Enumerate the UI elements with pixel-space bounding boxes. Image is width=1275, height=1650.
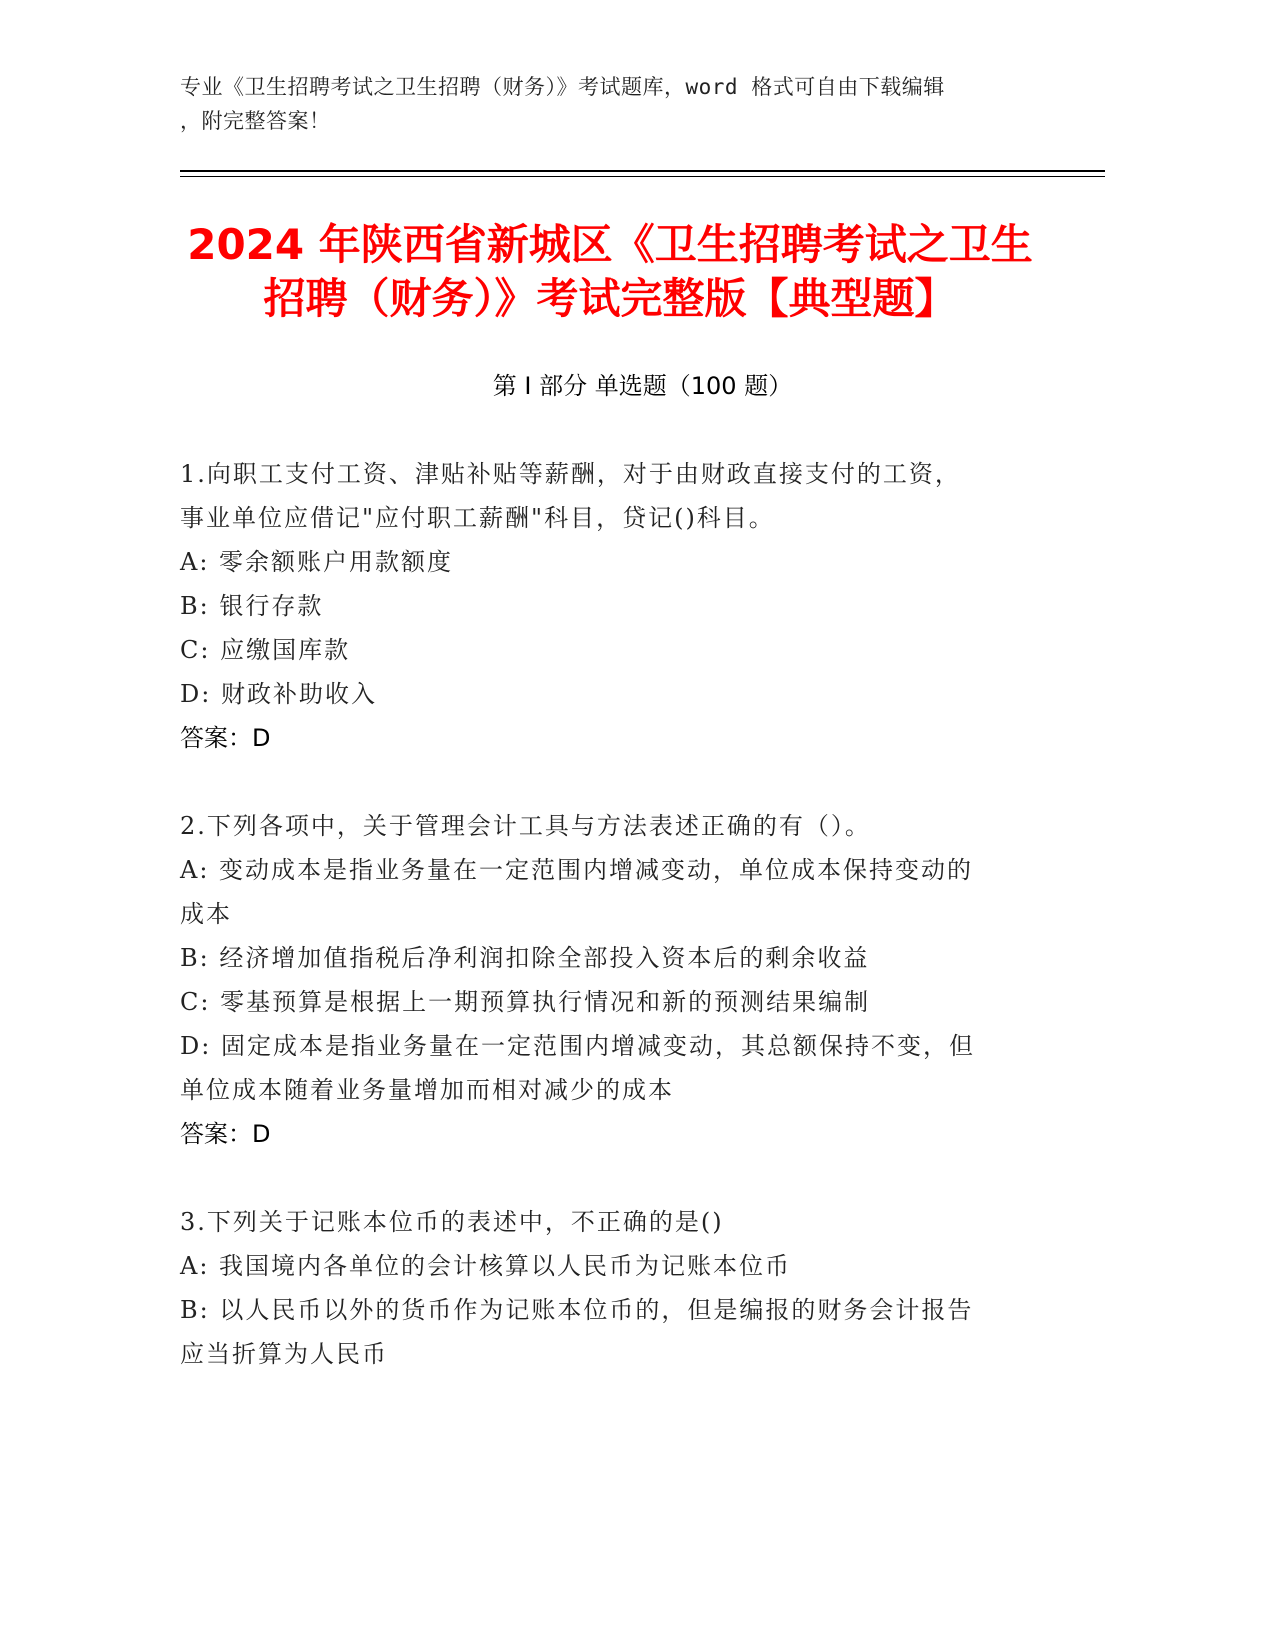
option-c: C: 应缴国库款 (180, 636, 351, 664)
header-note-line: ，附完整答案！ (180, 109, 331, 133)
question-list (180, 452, 1040, 1420)
option-a: A: 我国境内各单位的会计核算以人民币为记账本位币 (180, 1252, 792, 1280)
document-title (170, 218, 1050, 326)
option-d-cont: 单位成本随着业务量增加而相对减少的成本 (180, 1076, 674, 1104)
answer: 答案：D (180, 1120, 271, 1148)
option-b: B: 以人民币以外的货币作为记账本位币的，但是编报的财务会计报告 (180, 1296, 974, 1324)
header-note (180, 70, 1040, 138)
option-c: C: 零基预算是根据上一期预算执行情况和新的预测结果编制 (180, 988, 871, 1016)
option-a: A: 变动成本是指业务量在一定范围内增减变动，单位成本保持变动的 (180, 856, 974, 884)
document-title-line: 招聘（财务）》考试完整版【典型题】 (263, 274, 957, 323)
document-title-line: 2024 年陕西省新城区《卫生招聘考试之卫生 (187, 220, 1033, 269)
header-divider (180, 170, 1105, 172)
question-2 (180, 804, 1040, 1156)
question-stem-line: 2.下列各项中，关于管理会计工具与方法表述正确的有（）。 (180, 812, 871, 840)
question-stem-line: 事业单位应借记"应付职工薪酬"科目，贷记()科目。 (180, 504, 775, 532)
question-stem-line: 1.向职工支付工资、津贴补贴等薪酬，对于由财政直接支付的工资， (180, 460, 961, 488)
question-1 (180, 452, 1040, 760)
option-b: B: 经济增加值指税后净利润扣除全部投入资本后的剩余收益 (180, 944, 870, 972)
header-divider-thin (180, 176, 1105, 177)
question-3 (180, 1200, 1040, 1376)
option-a: A: 零余额账户用款额度 (180, 548, 454, 576)
option-d: D: 财政补助收入 (180, 680, 377, 708)
section-heading: 第 I 部分 单选题（100 题） (492, 372, 793, 400)
option-d: D: 固定成本是指业务量在一定范围内增减变动，其总额保持不变，但 (180, 1032, 975, 1060)
option-a-cont: 成本 (180, 900, 232, 928)
answer: 答案：D (180, 724, 271, 752)
header-note-line: 专业《卫生招聘考试之卫生招聘（财务）》考试题库，word 格式可自由下载编辑 (180, 75, 945, 99)
option-b-cont: 应当折算为人民币 (180, 1340, 388, 1368)
option-b: B: 银行存款 (180, 592, 324, 620)
question-stem-line: 3.下列关于记账本位币的表述中，不正确的是() (180, 1208, 724, 1236)
